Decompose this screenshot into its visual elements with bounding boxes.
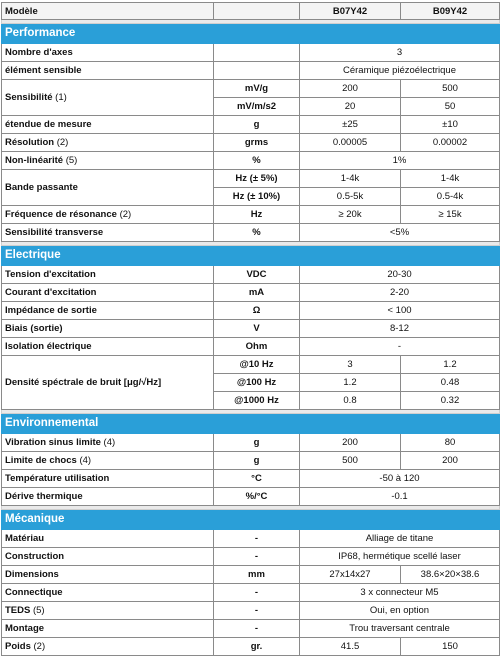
spec-label: Nombre d'axes <box>5 47 73 58</box>
spec-value-shared: -0.1 <box>300 488 500 506</box>
spec-label: Montage <box>5 623 45 634</box>
spec-row <box>2 602 500 620</box>
spec-value-b07y42: 3 <box>300 356 401 374</box>
spec-label: Matériau <box>5 533 45 544</box>
spec-value-shared: IP68, hermétique scellé laser <box>300 548 500 566</box>
model-a-header: B07Y42 <box>300 3 401 20</box>
spec-value-b07y42: 1.2 <box>300 374 401 392</box>
spec-value-b07y42: ±25 <box>300 116 401 134</box>
spec-value-shared: Céramique piézoélectrique <box>300 62 500 80</box>
spec-unit: Hz <box>214 206 300 224</box>
spec-value-b07y42: 200 <box>300 80 401 98</box>
spec-unit <box>214 44 300 62</box>
spec-label: Dérive thermique <box>5 491 83 502</box>
spec-unit: mA <box>214 284 300 302</box>
spec-label: Vibration sinus limite <box>5 437 101 448</box>
section-header-electrique <box>2 246 500 266</box>
spec-unit: Ω <box>214 302 300 320</box>
spec-label-cell <box>2 470 214 488</box>
spec-value-b09y42: 80 <box>401 434 500 452</box>
spec-label: Température utilisation <box>5 473 110 484</box>
spec-row <box>2 356 500 374</box>
spec-row <box>2 170 500 188</box>
spec-value-shared: 20-30 <box>300 266 500 284</box>
spec-value-b07y42: 0.5-5k <box>300 188 401 206</box>
spec-table <box>1 2 500 656</box>
model-label: Modèle <box>2 3 214 20</box>
spec-unit: Hz (± 5%) <box>214 170 300 188</box>
spec-value-shared: 3 x connecteur M5 <box>300 584 500 602</box>
spec-row <box>2 530 500 548</box>
spec-unit: °C <box>214 470 300 488</box>
spec-row <box>2 470 500 488</box>
spec-label: Connectique <box>5 587 63 598</box>
spec-value-shared: Alliage de titane <box>300 530 500 548</box>
spec-unit: % <box>214 152 300 170</box>
spec-unit: g <box>214 434 300 452</box>
spec-label-cell <box>2 62 214 80</box>
spec-value-shared: 1% <box>300 152 500 170</box>
spec-label-cell <box>2 44 214 62</box>
header-unit-cell <box>214 3 300 20</box>
spec-value-b07y42: 0.00005 <box>300 134 401 152</box>
spec-value-b09y42: 38.6×20×38.6 <box>401 566 500 584</box>
spec-value-b09y42: ±10 <box>401 116 500 134</box>
spec-unit: VDC <box>214 266 300 284</box>
spec-value-shared: - <box>300 338 500 356</box>
spec-label-cell <box>2 566 214 584</box>
spec-label: Fréquence de résonance <box>5 209 117 220</box>
spec-value-b09y42: 1-4k <box>401 170 500 188</box>
section-header-performance <box>2 24 500 44</box>
spec-unit: mm <box>214 566 300 584</box>
footnote-ref: (5) <box>63 155 78 166</box>
spec-value-b09y42: 150 <box>401 638 500 656</box>
spec-unit <box>214 62 300 80</box>
spec-label: Biais (sortie) <box>5 323 63 334</box>
spec-value-b09y42: 0.00002 <box>401 134 500 152</box>
spec-label-cell <box>2 320 214 338</box>
spec-label: Non-linéarité <box>5 155 64 166</box>
spec-label: Courant d'excitation <box>5 287 97 298</box>
spec-unit: @10 Hz <box>214 356 300 374</box>
spec-value-shared: <5% <box>300 224 500 242</box>
spec-value-b09y42: 500 <box>401 80 500 98</box>
spec-value-b09y42: ≥ 15k <box>401 206 500 224</box>
spec-row <box>2 620 500 638</box>
spec-unit: gr. <box>214 638 300 656</box>
spec-unit: mV/m/s2 <box>214 98 300 116</box>
spec-unit: %/°C <box>214 488 300 506</box>
footnote-ref: (1) <box>52 92 67 103</box>
spec-label: Bande passante <box>5 182 78 193</box>
spec-unit: g <box>214 452 300 470</box>
spec-value-shared: 8-12 <box>300 320 500 338</box>
section-header-environnemental <box>2 414 500 434</box>
spec-value-b07y42: ≥ 20k <box>300 206 401 224</box>
spec-label-cell <box>2 224 214 242</box>
spec-value-shared: 3 <box>300 44 500 62</box>
spec-label: Poids <box>5 641 31 652</box>
spec-row <box>2 452 500 470</box>
section-title: Electrique <box>2 246 500 266</box>
spec-label: Dimensions <box>5 569 59 580</box>
spec-label-cell <box>2 206 214 224</box>
footnote-ref: (2) <box>30 641 46 652</box>
spec-unit: - <box>214 548 300 566</box>
spec-value-shared: Oui, en option <box>300 602 500 620</box>
spec-label: Sensibilité <box>5 92 53 103</box>
spec-row <box>2 284 500 302</box>
spec-label-cell <box>2 584 214 602</box>
spec-label-cell <box>2 116 214 134</box>
spec-value-b09y42: 50 <box>401 98 500 116</box>
spec-table-body <box>2 3 500 656</box>
spec-label: étendue de mesure <box>5 119 92 130</box>
spec-label-cell <box>2 80 214 116</box>
spec-row <box>2 320 500 338</box>
spec-label-cell <box>2 302 214 320</box>
spec-label-cell <box>2 638 214 656</box>
spec-label-cell <box>2 356 214 410</box>
spec-label: Isolation électrique <box>5 341 92 352</box>
spec-row <box>2 80 500 98</box>
spec-unit: grms <box>214 134 300 152</box>
spec-row <box>2 152 500 170</box>
spec-row <box>2 566 500 584</box>
footnote-ref: (5) <box>30 605 45 616</box>
spec-label-cell <box>2 602 214 620</box>
spec-value-shared: Trou traversant centrale <box>300 620 500 638</box>
spec-value-b07y42: 20 <box>300 98 401 116</box>
spec-value-b07y42: 1-4k <box>300 170 401 188</box>
spec-label-cell <box>2 434 214 452</box>
footnote-ref: (2) <box>54 137 69 148</box>
section-title: Mécanique <box>2 510 500 530</box>
spec-unit: % <box>214 224 300 242</box>
spec-row <box>2 302 500 320</box>
spec-label-cell <box>2 170 214 206</box>
spec-value-b09y42: 0.48 <box>401 374 500 392</box>
spec-unit: g <box>214 116 300 134</box>
footnote-ref: (4) <box>76 455 92 466</box>
spec-label-cell <box>2 134 214 152</box>
spec-row <box>2 338 500 356</box>
model-header-row <box>2 3 500 20</box>
spec-unit: - <box>214 530 300 548</box>
section-title: Environnemental <box>2 414 500 434</box>
spec-row <box>2 44 500 62</box>
spec-label: TEDS <box>5 605 31 616</box>
spec-label-cell <box>2 284 214 302</box>
spec-value-shared: 2-20 <box>300 284 500 302</box>
spec-value-b09y42: 200 <box>401 452 500 470</box>
spec-value-shared: < 100 <box>300 302 500 320</box>
spec-unit: - <box>214 584 300 602</box>
spec-value-b07y42: 41.5 <box>300 638 401 656</box>
spec-row <box>2 206 500 224</box>
spec-unit: Hz (± 10%) <box>214 188 300 206</box>
section-title: Performance <box>2 24 500 44</box>
spec-row <box>2 266 500 284</box>
spec-label: Construction <box>5 551 65 562</box>
spec-row <box>2 638 500 656</box>
spec-value-shared: -50 à 120 <box>300 470 500 488</box>
spec-row <box>2 116 500 134</box>
spec-value-b07y42: 27x14x27 <box>300 566 401 584</box>
spec-label-cell <box>2 452 214 470</box>
spec-label: Impédance de sortie <box>5 305 97 316</box>
spec-label-cell <box>2 620 214 638</box>
footnote-ref: (4) <box>100 437 116 448</box>
spec-label-cell <box>2 488 214 506</box>
spec-unit: @100 Hz <box>214 374 300 392</box>
model-b-header: B09Y42 <box>401 3 500 20</box>
spec-label: élément sensible <box>5 65 82 76</box>
spec-row <box>2 434 500 452</box>
spec-value-b09y42: 0.32 <box>401 392 500 410</box>
section-header-mecanique <box>2 510 500 530</box>
spec-value-b07y42: 200 <box>300 434 401 452</box>
spec-label: Densité spéctrale de bruit [μg/√Hz] <box>5 377 162 388</box>
spec-unit: V <box>214 320 300 338</box>
spec-label-cell <box>2 548 214 566</box>
spec-unit: - <box>214 620 300 638</box>
spec-label-cell <box>2 152 214 170</box>
spec-row <box>2 134 500 152</box>
spec-row <box>2 488 500 506</box>
spec-unit: - <box>214 602 300 620</box>
spec-label: Résolution <box>5 137 55 148</box>
spec-label: Sensibilité transverse <box>5 227 104 238</box>
spec-label: Tension d'excitation <box>5 269 96 280</box>
spec-unit: @1000 Hz <box>214 392 300 410</box>
spec-value-b09y42: 1.2 <box>401 356 500 374</box>
spec-label-cell <box>2 530 214 548</box>
spec-value-b07y42: 0.8 <box>300 392 401 410</box>
spec-unit: mV/g <box>214 80 300 98</box>
spec-label: Limite de chocs <box>5 455 77 466</box>
spec-value-b07y42: 500 <box>300 452 401 470</box>
spec-label-cell <box>2 338 214 356</box>
spec-unit: Ohm <box>214 338 300 356</box>
footnote-ref: (2) <box>116 209 132 220</box>
spec-row <box>2 548 500 566</box>
spec-row <box>2 62 500 80</box>
spec-label-cell <box>2 266 214 284</box>
spec-value-b09y42: 0.5-4k <box>401 188 500 206</box>
spec-row <box>2 584 500 602</box>
spec-row <box>2 224 500 242</box>
